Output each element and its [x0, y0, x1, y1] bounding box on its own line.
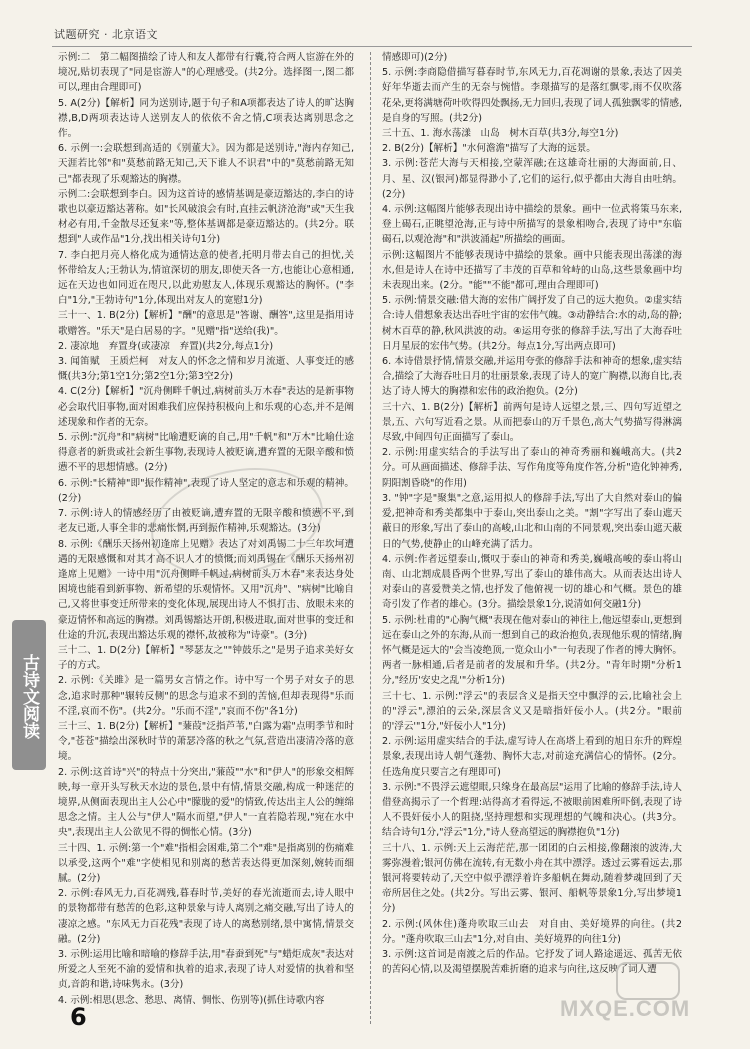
- answer-paragraph: 三十五、1. 海水荡漾 山岛 树木百草(共3分,每空1分): [382, 128, 619, 140]
- answer-paragraph: 示例:二 第二幅图描绘了诗人和友人都带有行囊,符合两人宦游在外的境况,贴切表现了"同是宦游人"的心理感受。(共2分。选择图一,图二都可以,理由合理即可): [58, 52, 354, 94]
- page-number: 6: [70, 1003, 87, 1031]
- watermark-logo: [616, 962, 680, 1000]
- answer-paragraph: 6. 示例一:会联想到高适的《别董大》。因为都是送别诗,"海内存知己,天涯若比邻"和"莫愁前路无知己,天下谁人不识君"中的"莫愁前路无知己"都表现了乐观豁达的胸襟。: [58, 143, 354, 185]
- watermark-text: MXQE.COM: [560, 996, 691, 1021]
- answer-paragraph: 4. C(2分)【解析】"沉舟侧畔千帆过,病树前头万木春"表达的是新事物必会取代旧事物,面对困难我们应保持积极向上和乐观的心态,并不是阐述现象和作者的无奈。: [58, 386, 354, 428]
- answer-paragraph: 三十三、1. B(2分)【解析】"蒹葭"泛指芦苇,"白露为霜"点明季节和时令,"苍苍"描绘出深秋时节的萧瑟冷落的秋之气氛,营造出凄清冷落的意境。: [58, 720, 354, 763]
- column-divider: [370, 52, 371, 1024]
- answer-paragraph: 4. 示例:相思(思念、愁思、离情、惆怅、伤别等)(抓住诗歌内容: [58, 994, 325, 1006]
- answer-paragraph: 3. 示例:"不畏浮云遮望眼,只缘身在最高层"运用了比喻的修辞手法,诗人借登高揭示了一个哲理:站得高才看得远,不被眼前困难所吓倒,表现了诗人不畏奸佞小人的阻挠,坚持理想和实现理想的气魄和决心。(共3分。结合诗句1分,"浮云"1分,"诗人登高望远的胸襟抱负"1分): [382, 781, 682, 839]
- right-column: [382, 50, 682, 977]
- answer-paragraph: 3. 示例:苍茫大海与天相接,空蒙浑融;在这雄奇壮丽的大海面前,日、月、星、汉(银河)都显得渺小了,它们的运行,似乎都由大海自由吐纳。(2分): [382, 158, 682, 200]
- answer-paragraph: 7. 示例:诗人的情感经历了由被贬谪,遭弃置的无限辛酸和愤懑不平,到老友已逝,人事全非的悲痛怅惘,再到振作精神,乐观豁达。(3分): [58, 508, 354, 535]
- answer-paragraph: 三十四、1. 示例:第一个"难"指相会困难,第二个"难"是指离别的伤痛难以承受,这两个"难"字使相见和别离的愁苦表达得更加深刻,婉转而细腻。(2分): [58, 842, 354, 884]
- answer-paragraph: 示例二:会联想到李白。因为这首诗的感情基调是豪迈豁达的,李白的诗歌也以豪迈豁达著称。如"长风破浪会有时,直挂云帆济沧海"或"天生我材必有用,千金散尽还复来"等,整体基调都是豪迈豁达的。(共2分。联想到"人或作品"1分,找出相关诗句1分): [58, 188, 354, 246]
- header-divider: [52, 46, 692, 47]
- answer-paragraph: 2. 示例:(风休住)蓬舟吹取三山去 对自由、美好境界的向往。(共2分。"蓬舟吹取三山去"1分,对自由、美好境界的向往1分): [382, 918, 682, 945]
- answer-paragraph: 2. 示例:运用虚实结合的手法,虚写诗人在高塔上看到的旭日东升的辉煌景象,表现出诗人朝气蓬勃、胸怀大志,对前途充满信心的情怀。(2分。任选角度只要言之有理即可): [382, 736, 682, 778]
- answer-paragraph: 2. 凄凉地 弃置身(或凄凉 弃置)(共2分,每点1分): [58, 340, 274, 352]
- answer-paragraph: 3. 闻笛赋 王质烂柯 对友人的怀念之情和岁月流逝、人事变迁的感慨(共3分;第1空1分;第2空1分;第3空2分): [58, 356, 354, 383]
- answer-paragraph: 三十六、1. B(2分)【解析】前两句是诗人远望之景,三、四句写近望之景,五、六句写近看之景。从而把泰山的万千景色,高大气势描写得淋漓尽致,中间四句正面描写了泰山。: [382, 401, 682, 444]
- answer-paragraph: 三十二、1. D(2分)【解析】"琴瑟友之""钟鼓乐之"是男子追求美好女子的方式。: [58, 644, 354, 672]
- answer-paragraph: 3. 示例:这首词是南渡之后的作品。它抒发了词人路途遥远、孤苦无依的苦闷心情,以及渴望摆脱苦难折磨的追求与向往,这反映了词人遭: [382, 948, 682, 976]
- answer-paragraph: 5. 示例:李商隐借描写暮春时节,东风无力,百花凋谢的景象,表达了因美好年华逝去而产生的无奈与惋惜。李璟描写的是落红飘零,雨不仅吹落花朵,更将满塘荷叶吹得四处飘扬,无力回归,表现了词人孤独飘零的情感,是自身的写照。(共2分): [382, 67, 683, 124]
- header-title: 试题研究 · 北京语文: [54, 28, 158, 41]
- answer-paragraph: 4. 示例:这幅图片能够表现出诗中描绘的景象。画中一位武将策马东来,登上碣石,正眺望沧海,正与诗中所描写的景象相吻合,表现了诗中"东临碣石,以观沧海"和"洪波涌起"所描绘的画面。: [382, 204, 682, 246]
- answer-paragraph: 三十八、1. 示例:天上云海茫茫,那一团团的白云相接,像翻滚的波涛,大雾弥漫着;银河仿佛在流转,有无数小舟在其中漂浮。透过云雾看远去,那银河将要转动了,天空中似乎漂浮着许多船帆在舞动,随着梦魂回到了天帝所居住之处。(共2分。写出云雾、银河、船帆等景象1分,写出梦境1分): [382, 842, 682, 915]
- section-side-tab: [12, 620, 46, 770]
- answer-paragraph: 3. "钟"字是"聚集"之意,运用拟人的修辞手法,写出了大自然对泰山的偏爱,把神奇和秀美都集中于泰山,突出泰山之美。"割"字写出了泰山遮天蔽日的形象,写出了泰山的高峻,山北和山南的不同景观,突出泰山遮天蔽日的气势,使静止的山峰充满了活力。: [382, 492, 682, 550]
- answer-paragraph: 5. 示例:"沉舟"和"病树"比喻遭贬谪的自己,用"千帆"和"万木"比喻仕途得意者的新贵或社会新生事物,表现诗人被贬谪,遭弃置的无限辛酸和愤懑不平的思想情感。(2分): [58, 432, 354, 474]
- answer-paragraph: 7. 李白把月亮人格化成为通情达意的使者,托明月带去自己的担忧,关怀带给友人;王勃认为,情谊深切的朋友,即使天各一方,也能让心意相通,远在天边也如同近在咫尺,以此劝慰友人,体现乐观豁达的胸怀。("李白"1分,"王勃诗句"1分,体现出对友人的宽慰1分): [58, 249, 354, 307]
- answer-paragraph: 4. 示例:作者远望泰山,慨叹于泰山的神奇和秀美,巍峨高峻的泰山将山南、山北割成晨昏两个世界,写出了泰山的雄伟高大。从而表达出诗人对泰山的喜爱赞美之情,也抒发了他俯视一切的雄心和气概。景色的雄奇引发了作者的雄心。(3分。描绘景象1分,说清如何交融1分): [382, 553, 682, 611]
- answer-paragraph: 6. 本诗借景抒情,情景交融,并运用夸张的修辞手法和神奇的想象,虚实结合,描绘了大海吞吐日月的壮丽景象,表现了诗人的宽广胸襟,以海自比,表达了诗人博大的胸襟和宏伟的政治抱负。(2分): [382, 356, 683, 398]
- answer-paragraph: 5. A(2分)【解析】同为送别诗,题于句子和A项都表达了诗人的旷达胸襟,B,D两项表达诗人送别友人的依依不舍之情,C项表达离别思念之作。: [58, 97, 354, 140]
- answer-paragraph: 情感即可)(2分): [382, 52, 448, 63]
- answer-paragraph: 3. 示例:运用比喻和暗喻的修辞手法,用"春蚕到死"与"蜡炬成灰"表达对所爱之人至死不渝的爱情和执着的追求,表现了诗人对爱情的执着和坚贞,音韵和谐,诗味隽永。(3分): [58, 948, 354, 991]
- answer-paragraph: 8. 示例:《酬乐天扬州初逢席上见赠》表达了对刘禹锡二十三年坎坷遭遇的无限感慨和对其才高不识人才的愤慨;而刘禹锡在《酬乐天扬州初逢席上见赠》一诗中用"沉舟侧畔千帆过,病树前头万木春"来表达身处困境也能看到新事物、新希望的乐观情怀。又用"沉舟"、"病树"比喻自己,又将世事变迁所带来的变化体现,展现出诗人不惧打击、放眼未来的豪迈情怀和高远的胸襟。刘禹锡豁达开朗,积极进取,面对世事的变迁和仕途的升沉,表现出豁达乐观的襟怀,故被称为"诗豪"。(3分): [58, 538, 354, 641]
- side-tab-label: 古诗文阅读: [19, 653, 39, 739]
- answer-paragraph: 三十一、1. B(2分)【解析】"酬"的意思是"答谢、酬答",这里是指用诗歌赠答。"乐天"是白居易的字。"见赠"指"送给(我)"。: [58, 310, 354, 337]
- answer-paragraph: 6. 示例:"长精神"即"振作精神",表现了诗人坚定的意志和乐观的精神。(2分): [58, 477, 354, 504]
- answer-paragraph: 5. 示例:杜甫的"心胸气概"表现在他对泰山的神往上,他远望泰山,更想到远在泰山之外的东海,从而一想到自己的政治抱负,表现他乐观的情绪,胸怀气概是远大的"会当凌绝顶,一览众山小"一句表现了作者的博大胸怀。两者一脉相通,后者是前者的发展和升华。(共2分。"青年时期"分析1分,"经历'安史之乱'"分析1分): [382, 614, 682, 687]
- answer-paragraph: 三十七、1. 示例:"浮云"的表层含义是指天空中飘浮的云,比喻社会上的"浮云",漂泊的云朵,深层含义又是暗指奸佞小人。(共2分。"眼前的'浮云'"1分,"奸佞小人"1分): [382, 690, 682, 732]
- answer-paragraph: 2. 示例:春风无力,百花凋残,暮春时节,美好的春光流逝而去,诗人眼中的景物都带有愁苦的色彩,这种景象与诗人离别之痛交融,写出了诗人的凄凉之感。"东风无力百花残"表现了诗人的离愁别绪,景中寓情,情景交融。(2分): [58, 888, 354, 945]
- answer-paragraph: 5. 示例:情景交融:借大海的宏伟广阔抒发了自己的远大抱负。②虚实结合:诗人借想象表达出吞吐宇宙的宏伟气魄。③动静结合:水的动,岛的静;树木百草的静,秋风洪波的动。④运用夸张的修辞手法,写出了大海吞吐日月星辰的宏伟气势。(共2分。每点1分,写出两点即可): [382, 295, 682, 352]
- answer-paragraph: 2. 示例:《关雎》是一篇男女言情之作。诗中写一个男子对女子的思念,追求时那种"辗转反侧"的思念与追求不到的苦恼,但却表现得"乐而不淫,哀而不伤"。(共2分。"乐而不淫","哀而不伤"各1分): [58, 675, 354, 717]
- answer-paragraph: 2. B(2分)【解析】"水何澹澹"描写了大海的远景。: [382, 143, 596, 155]
- answer-paragraph: 2. 示例:这首诗"兴"的特点十分突出,"蒹葭""水"和"伊人"的形象交相辉映,每一章开头写秋天水边的景色,景中有情,情景交融,构成一种迷茫的境界,从侧面表现出主人公心中"朦胧的爱"的情致,传达出主人公的缠绵思念之情。主人公与"伊人"隔水而望,"伊人"一直若隐若现,"宛在水中央",表现出主人公欲见不得的惆怅心情。(3分): [58, 766, 354, 839]
- answer-paragraph: 2. 示例:用虚实结合的手法写出了泰山的神奇秀丽和巍峨高大。(共2分。可从画面描述、修辞手法、写作角度等角度作答,分析"造化钟神秀,阴阳割昏晓"的作用): [382, 447, 682, 489]
- answer-paragraph: 示例:这幅图片不能够表现诗中描绘的景象。画中只能表现出荡漾的海水,但是诗人在诗中还描写了丰茂的百草和耸峙的山岛,这些景象画中均未表现出来。(2分。"能""不能"都可,理由合理即可): [382, 249, 682, 292]
